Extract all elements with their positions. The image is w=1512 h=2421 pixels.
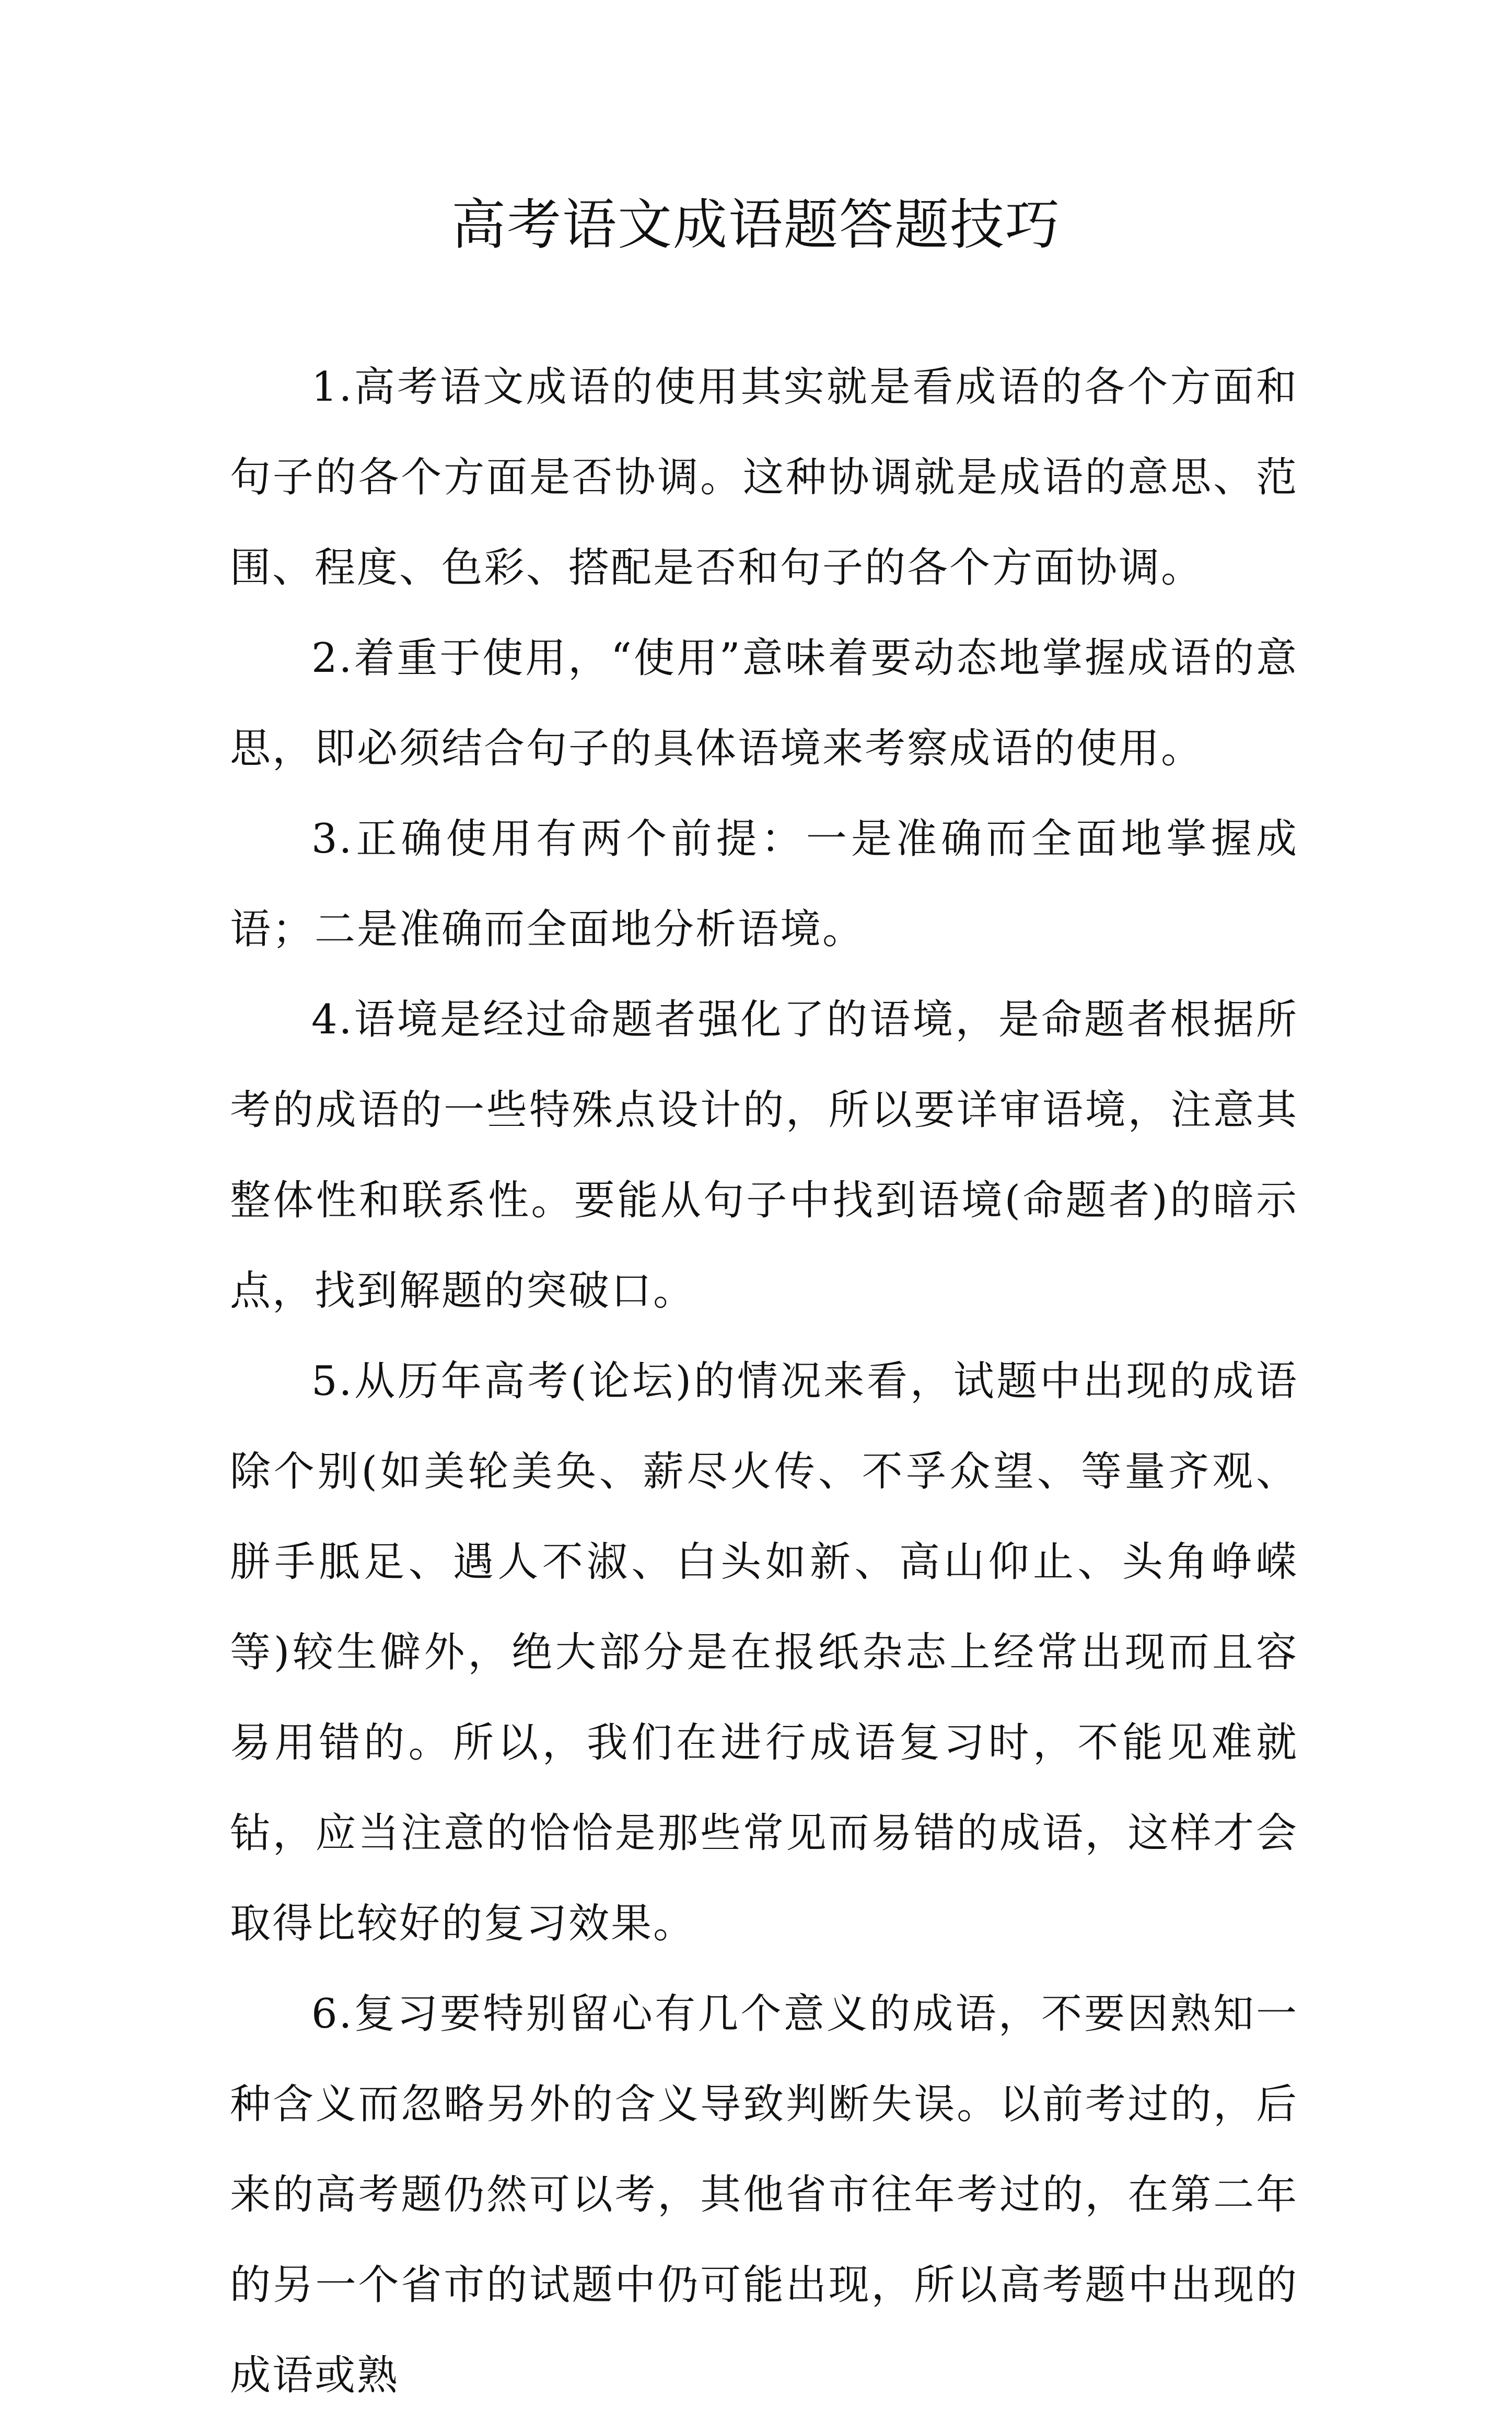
paragraph-4: 4.语境是经过命题者强化了的语境，是命题者根据所考的成语的一些特殊点设计的，所以要详审语境，注意其整体性和联系性。要能从句子中找到语境(命题者)的暗示点，找到解题的突破口。 bbox=[230, 996, 1298, 1314]
paragraph-1: 1.高考语文成语的使用其实就是看成语的各个方面和句子的各个方面是否协调。这种协调就是成语的意思、范围、程度、色彩、搭配是否和句子的各个方面协调。 bbox=[230, 364, 1298, 591]
document-title: 高考语文成语题答题技巧 bbox=[451, 193, 1061, 257]
paragraph-2: 2.着重于使用，“使用”意味着要动态地掌握成语的意思，即必须结合句子的具体语境来考察成语的使用。 bbox=[230, 635, 1298, 772]
paragraph-3: 3.正确使用有两个前提：一是准确而全面地掌握成语；二是准确而全面地分析语境。 bbox=[230, 816, 1298, 953]
paragraph-6: 6.复习要特别留心有几个意义的成语，不要因熟知一种含义而忽略另外的含义导致判断失误。以前考过的，后来的高考题仍然可以考，其他省市往年考过的，在第二年的另一个省市的试题中仍可能出现，所以高考题中出现的成语或熟 bbox=[230, 1991, 1298, 2399]
document-body bbox=[230, 342, 1298, 2421]
paragraph-5: 5.从历年高考(论坛)的情况来看，试题中出现的成语除个别(如美轮美奂、薪尽火传、不孚众望、等量齐观、胼手胝足、遇人不淑、白头如新、高山仰止、头角峥嵘等)较生僻外，绝大部分是在报纸杂志上经常出现而且容易用错的。所以，我们在进行成语复习时，不能见难就钻，应当注意的恰恰是那些常见而易错的成语，这样才会取得比较好的复习效果。 bbox=[230, 1358, 1298, 1947]
